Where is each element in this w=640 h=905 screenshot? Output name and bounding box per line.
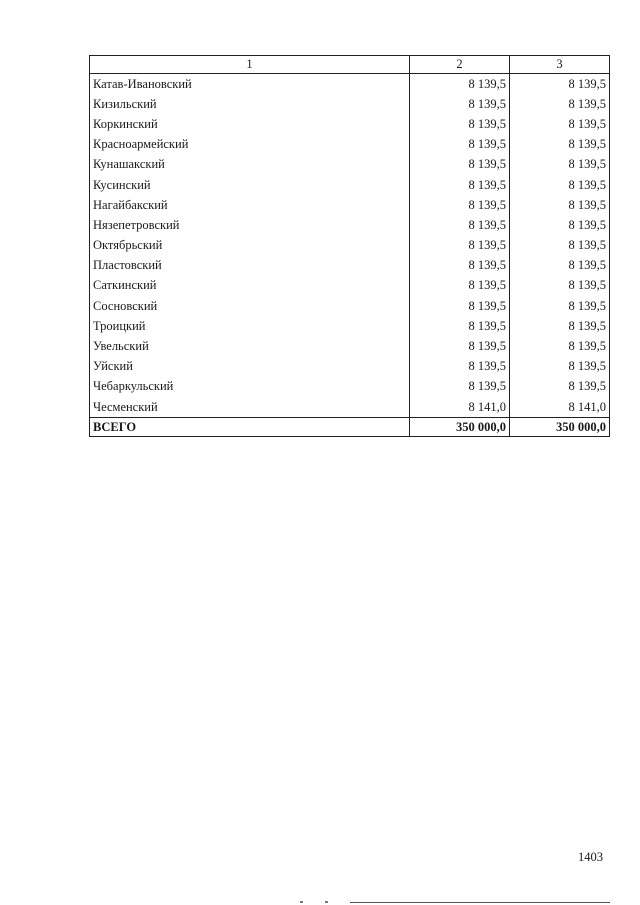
value-col2-cell: 8 139,5 (410, 74, 510, 95)
table-row (90, 296, 610, 316)
value-col2-cell: 8 139,5 (410, 175, 510, 195)
value-col3-cell: 8 139,5 (510, 336, 610, 356)
table-row (90, 135, 610, 155)
value-col2-cell: 8 139,5 (410, 336, 510, 356)
value-col2-cell: 8 139,5 (410, 296, 510, 316)
district-name-cell: Нагайбакский (90, 195, 410, 215)
district-name-cell: Саткинский (90, 276, 410, 296)
district-name-cell: Пластовский (90, 256, 410, 276)
district-name-cell: Нязепетровский (90, 215, 410, 235)
district-name-cell: Кунашакский (90, 155, 410, 175)
total-label-cell: ВСЕГО (90, 418, 410, 437)
value-col3-cell: 8 139,5 (510, 94, 610, 114)
district-name-cell: Чебаркульский (90, 377, 410, 397)
value-col2-cell: 8 141,0 (410, 397, 510, 418)
value-col2-cell: 8 139,5 (410, 236, 510, 256)
page-number: 1403 (578, 850, 603, 864)
value-col2-cell: 8 139,5 (410, 94, 510, 114)
value-col3-cell: 8 139,5 (510, 135, 610, 155)
column-header-1: 1 (90, 56, 410, 74)
district-name-cell: Октябрьский (90, 236, 410, 256)
value-col3-cell: 8 139,5 (510, 215, 610, 235)
column-header-2: 2 (410, 56, 510, 74)
district-name-cell: Кусинский (90, 175, 410, 195)
footer-mark (300, 901, 303, 903)
value-col3-cell: 8 139,5 (510, 114, 610, 134)
value-col2-cell: 8 139,5 (410, 135, 510, 155)
table-header-row (90, 56, 610, 74)
value-col2-cell: 8 139,5 (410, 155, 510, 175)
value-col3-cell: 8 139,5 (510, 155, 610, 175)
district-name-cell: Коркинский (90, 114, 410, 134)
value-col2-cell: 8 139,5 (410, 114, 510, 134)
value-col3-cell: 8 139,5 (510, 175, 610, 195)
value-col3-cell: 8 139,5 (510, 316, 610, 336)
value-col2-cell: 8 139,5 (410, 215, 510, 235)
district-name-cell: Троицкий (90, 316, 410, 336)
value-col3-cell: 8 141,0 (510, 397, 610, 418)
district-name-cell: Чесменский (90, 397, 410, 418)
value-col3-cell: 8 139,5 (510, 74, 610, 95)
value-col3-cell: 8 139,5 (510, 357, 610, 377)
total-col2-cell: 350 000,0 (410, 418, 510, 437)
value-col3-cell: 8 139,5 (510, 236, 610, 256)
value-col2-cell: 8 139,5 (410, 357, 510, 377)
table-row (90, 256, 610, 276)
value-col3-cell: 8 139,5 (510, 296, 610, 316)
table-row (90, 94, 610, 114)
value-col2-cell: 8 139,5 (410, 256, 510, 276)
table-row (90, 397, 610, 418)
district-name-cell: Увельский (90, 336, 410, 356)
value-col2-cell: 8 139,5 (410, 195, 510, 215)
table-row (90, 377, 610, 397)
table-body (90, 74, 610, 437)
value-col2-cell: 8 139,5 (410, 316, 510, 336)
district-name-cell: Красноармейский (90, 135, 410, 155)
district-name-cell: Уйский (90, 357, 410, 377)
value-col2-cell: 8 139,5 (410, 377, 510, 397)
district-name-cell: Кизильский (90, 94, 410, 114)
value-col2-cell: 8 139,5 (410, 276, 510, 296)
district-name-cell: Катав-Ивановский (90, 74, 410, 95)
total-col3-cell: 350 000,0 (510, 418, 610, 437)
table-row (90, 276, 610, 296)
value-col3-cell: 8 139,5 (510, 276, 610, 296)
table-row (90, 316, 610, 336)
table-row (90, 74, 610, 95)
table-row (90, 155, 610, 175)
table-row (90, 114, 610, 134)
value-col3-cell: 8 139,5 (510, 256, 610, 276)
district-name-cell: Сосновский (90, 296, 410, 316)
value-col3-cell: 8 139,5 (510, 195, 610, 215)
table-row (90, 195, 610, 215)
table-row (90, 336, 610, 356)
footer-rule (350, 902, 610, 903)
table-row (90, 215, 610, 235)
footer-mark (325, 901, 328, 903)
total-row (90, 418, 610, 437)
table-row (90, 236, 610, 256)
table-row (90, 357, 610, 377)
table-row (90, 175, 610, 195)
value-col3-cell: 8 139,5 (510, 377, 610, 397)
column-header-3: 3 (510, 56, 610, 74)
allocation-table (89, 55, 610, 437)
